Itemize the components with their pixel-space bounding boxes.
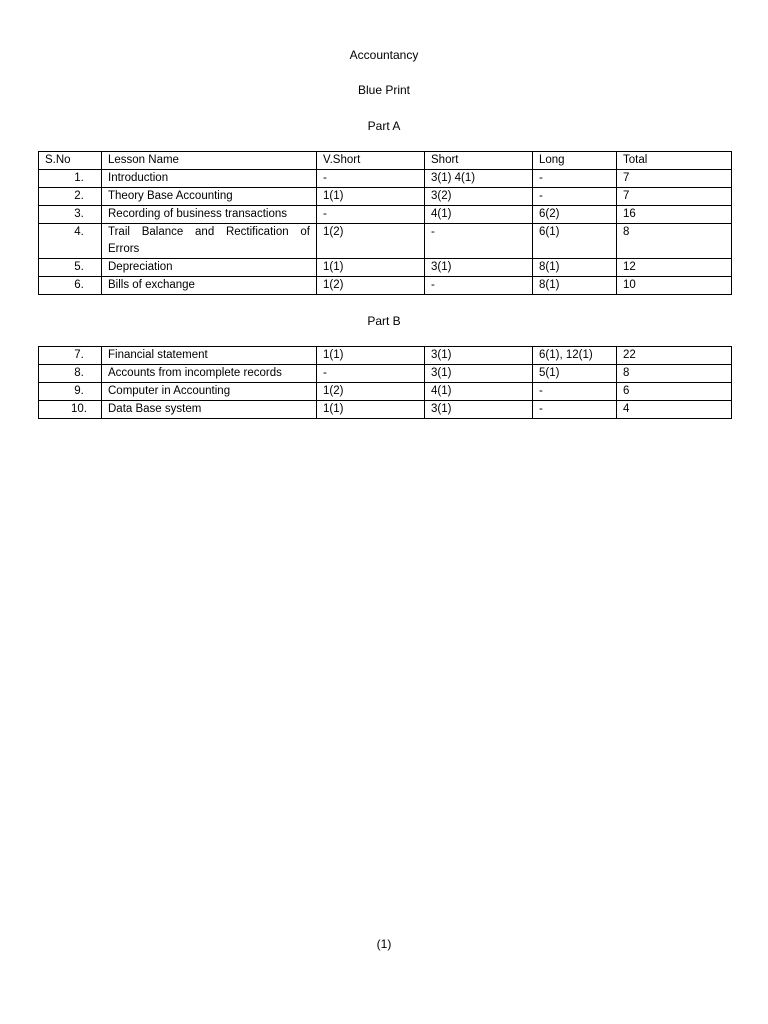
- table-row: [39, 277, 732, 295]
- cell-long: 6(1), 12(1): [533, 347, 617, 365]
- cell-total: 6: [617, 383, 732, 401]
- column-header-long: Long: [533, 152, 617, 170]
- cell-sno: 8.: [39, 365, 102, 383]
- cell-sno: 3.: [39, 206, 102, 224]
- column-header-sno: S.No: [39, 152, 102, 170]
- table-row: [39, 401, 732, 419]
- cell-total: 4: [617, 401, 732, 419]
- cell-vshort: 1(2): [317, 224, 425, 259]
- cell-sno: 7.: [39, 347, 102, 365]
- part-a-heading: Part A: [367, 119, 401, 133]
- cell-total: 22: [617, 347, 732, 365]
- table-row: [39, 188, 732, 206]
- cell-short: 3(1): [425, 259, 533, 277]
- cell-total: 10: [617, 277, 732, 295]
- cell-lesson-name: Computer in Accounting: [102, 383, 317, 401]
- table-row: [39, 347, 732, 365]
- cell-long: -: [533, 401, 617, 419]
- cell-long: 5(1): [533, 365, 617, 383]
- cell-long: -: [533, 188, 617, 206]
- cell-vshort: -: [317, 365, 425, 383]
- cell-short: 3(2): [425, 188, 533, 206]
- cell-vshort: -: [317, 170, 425, 188]
- cell-lesson-name: Data Base system: [102, 401, 317, 419]
- table-row: [39, 206, 732, 224]
- cell-sno: 2.: [39, 188, 102, 206]
- cell-lesson-name: Recording of business transactions: [102, 206, 317, 224]
- table-row: [39, 383, 732, 401]
- cell-long: -: [533, 170, 617, 188]
- cell-total: 8: [617, 365, 732, 383]
- page-number: (1): [376, 937, 392, 951]
- cell-total: 7: [617, 170, 732, 188]
- cell-total: 8: [617, 224, 732, 259]
- cell-lesson-name: Depreciation: [102, 259, 317, 277]
- cell-total: 16: [617, 206, 732, 224]
- table-row: [39, 170, 732, 188]
- column-header-vshort: V.Short: [317, 152, 425, 170]
- cell-short: 4(1): [425, 206, 533, 224]
- part-b-heading: Part B: [367, 314, 401, 328]
- cell-short: 3(1): [425, 365, 533, 383]
- column-header-total: Total: [617, 152, 732, 170]
- cell-lesson-name: Bills of exchange: [102, 277, 317, 295]
- cell-short: 3(1): [425, 401, 533, 419]
- part-a-table: [38, 151, 732, 295]
- cell-sno: 10.: [39, 401, 102, 419]
- column-header-short: Short: [425, 152, 533, 170]
- cell-lesson-name: Theory Base Accounting: [102, 188, 317, 206]
- table-row: [39, 365, 732, 383]
- cell-vshort: 1(1): [317, 401, 425, 419]
- cell-lesson-name: Introduction: [102, 170, 317, 188]
- cell-short: -: [425, 277, 533, 295]
- cell-sno: 6.: [39, 277, 102, 295]
- table-header-row: [39, 152, 732, 170]
- cell-total: 7: [617, 188, 732, 206]
- cell-vshort: 1(1): [317, 188, 425, 206]
- cell-vshort: 1(2): [317, 277, 425, 295]
- cell-vshort: 1(1): [317, 259, 425, 277]
- cell-lesson-name: Trail Balance and Rectification of Errors: [102, 224, 317, 259]
- document-subtitle: Blue Print: [357, 83, 411, 97]
- document-title: Accountancy: [349, 48, 419, 62]
- cell-vshort: 1(1): [317, 347, 425, 365]
- cell-short: 4(1): [425, 383, 533, 401]
- cell-sno: 5.: [39, 259, 102, 277]
- cell-long: -: [533, 383, 617, 401]
- cell-lesson-name: Accounts from incomplete records: [102, 365, 317, 383]
- cell-short: 3(1): [425, 347, 533, 365]
- table-row: [39, 224, 732, 259]
- column-header-lesson-name: Lesson Name: [102, 152, 317, 170]
- cell-sno: 1.: [39, 170, 102, 188]
- cell-long: 8(1): [533, 277, 617, 295]
- table-row: [39, 259, 732, 277]
- part-b-table: [38, 346, 732, 419]
- cell-short: 3(1) 4(1): [425, 170, 533, 188]
- cell-vshort: -: [317, 206, 425, 224]
- cell-long: 6(2): [533, 206, 617, 224]
- cell-total: 12: [617, 259, 732, 277]
- cell-sno: 4.: [39, 224, 102, 259]
- cell-long: 8(1): [533, 259, 617, 277]
- cell-lesson-name: Financial statement: [102, 347, 317, 365]
- cell-vshort: 1(2): [317, 383, 425, 401]
- cell-long: 6(1): [533, 224, 617, 259]
- cell-sno: 9.: [39, 383, 102, 401]
- cell-short: -: [425, 224, 533, 259]
